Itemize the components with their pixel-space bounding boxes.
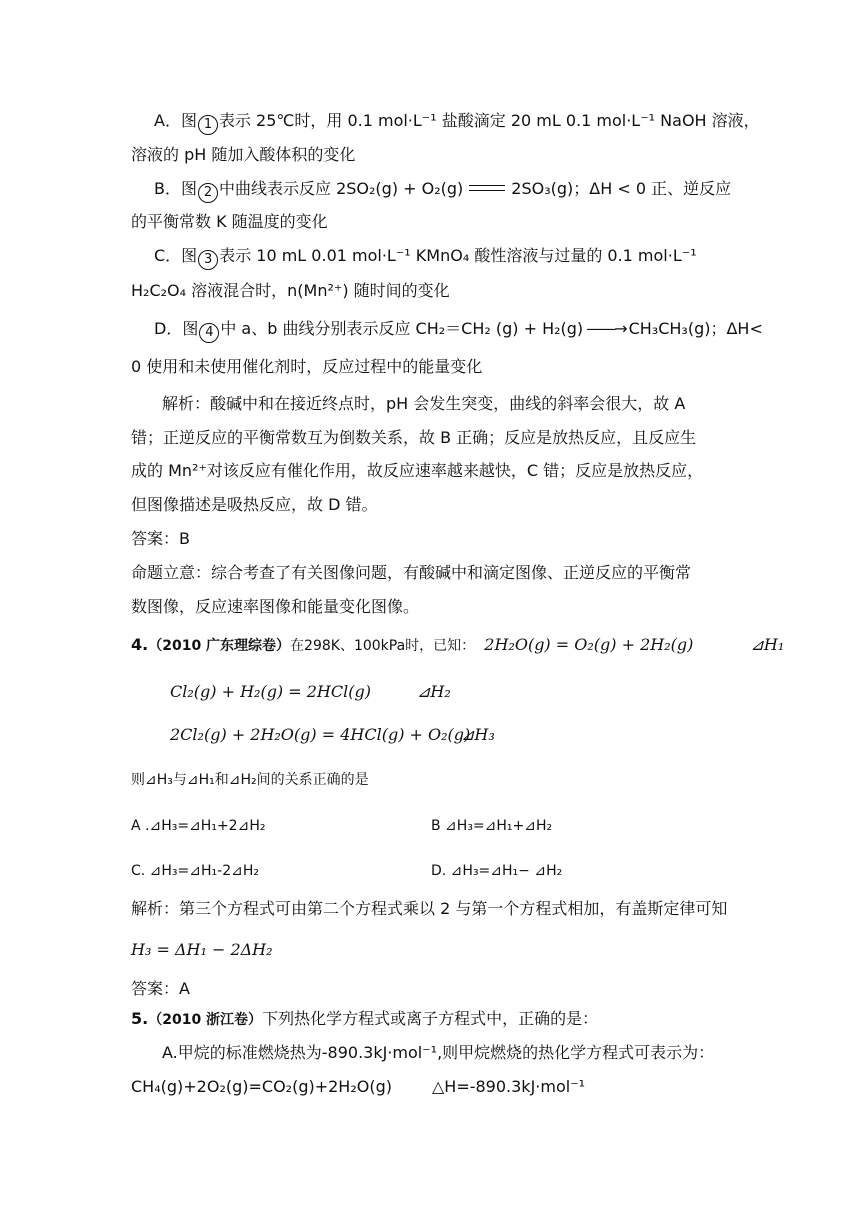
analysis-line: 错；正逆反应的平衡常数互为倒数关系，故 B 正确；反应是放热反应，且反应生 [131, 428, 697, 447]
reaction-arrow: ——→ [586, 319, 626, 338]
option-a-line1: A．图 1 表示 25℃时，用 0.1 mol·L⁻¹ 盐酸滴定 20 mL 0.1 mol·L⁻¹ NaOH 溶液， [154, 110, 760, 135]
option-a: A .⊿H₃=⊿H₁+2⊿H₂ [131, 818, 266, 834]
equilibrium-arrow-icon [469, 183, 505, 193]
analysis-line: 解析：酸碱中和在接近终点时，pH 会发生突变，曲线的斜率会很大，故 A [162, 394, 686, 413]
analysis-line: 但图像描述是吸热反应，故 D 错。 [131, 495, 378, 514]
option-b: B ⊿H₃=⊿H₁+⊿H₂ [431, 818, 553, 834]
option-c-line2: H₂C₂O₄ 溶液混合时，n(Mn²⁺) 随时间的变化 [131, 281, 450, 300]
delta-h1-label: ⊿H₁ [750, 635, 785, 654]
question-5-option-a-line1: A.甲烷的标准燃烧热为-890.3kJ·mol⁻¹,则甲烷燃烧的热化学方程式可表示为： [162, 1043, 715, 1062]
circled-number-2: 2 [198, 183, 218, 203]
question-5-option-a-line2: CH₄(g)+2O₂(g)=CO₂(g)+2H₂O(g) △H=-890.3kJ·mol⁻¹ [131, 1077, 586, 1096]
question-4-stem: 4.（2010 广东理综卷）在298K、100kPa时，已知： 2H₂O(g) = O₂(g) + 2H₂(g) ⊿H₁ [131, 635, 785, 654]
answer-q4: 答案：A [131, 979, 190, 998]
option-a-line2: 溶液的 pH 随加入酸体积的变化 [131, 145, 356, 164]
analysis-line: 成的 Mn²⁺对该反应有催化作用，故反应速率越来越快，C 错；反应是放热反应， [131, 461, 704, 480]
option-d-line2: 0 使用和未使用催化剂时，反应过程中的能量变化 [131, 357, 483, 376]
question-4-analysis: 解析：第三个方程式可由第二个方程式乘以 2 与第一个方程式相加，有盖斯定律可知 [131, 899, 728, 918]
option-c-line1: C．图 3 表示 10 mL 0.01 mol·L⁻¹ KMnO₄ 酸性溶液与过量的 0.1 mol·L⁻¹ [154, 245, 697, 270]
delta-h2-label: ⊿H₂ [417, 682, 451, 701]
option-c: C. ⊿H₃=⊿H₁-2⊿H₂ [131, 863, 259, 879]
option-d-line1: D．图 4 中 a、b 曲线分别表示反应 CH₂＝CH₂ (g) + H₂(g) ——→ CH₃CH₃(g)；ΔH< [154, 318, 763, 343]
equation-2: Cl₂(g) + H₂(g) = 2HCl(g) [170, 682, 371, 701]
circled-number-4: 4 [199, 323, 219, 343]
answer-q3: 答案：B [131, 529, 190, 548]
option-b-line1: B．图 2 中曲线表示反应 2SO₂(g) + O₂(g) 2SO₃(g)；ΔH < 0 正、逆反应 [154, 178, 731, 203]
circled-number-3: 3 [198, 250, 218, 270]
question-4-prompt: 则⊿H₃与⊿H₁和⊿H₂间的关系正确的是 [131, 772, 369, 788]
option-b-line2: 的平衡常数 K 随温度的变化 [131, 212, 328, 231]
delta-h3-label: ⊿H₃ [461, 725, 495, 744]
equation-1: 2H₂O(g) = O₂(g) + 2H₂(g) [484, 635, 694, 654]
circled-number-1: 1 [198, 115, 218, 135]
question-5-stem: 5.（2010 浙江卷）下列热化学方程式或离子方程式中，正确的是： [131, 1009, 599, 1028]
equation-3: 2Cl₂(g) + 2H₂O(g) = 4HCl(g) + O₂(g) [170, 725, 471, 744]
option-d: D. ⊿H₃=⊿H₁− ⊿H₂ [431, 863, 563, 879]
intent-line: 数图像，反应速率图像和能量变化图像。 [131, 597, 420, 616]
hess-result: H₃ = ΔH₁ − 2ΔH₂ [131, 940, 273, 959]
intent-line: 命题立意：综合考查了有关图像问题，有酸碱中和滴定图像、正逆反应的平衡常 [131, 563, 692, 582]
